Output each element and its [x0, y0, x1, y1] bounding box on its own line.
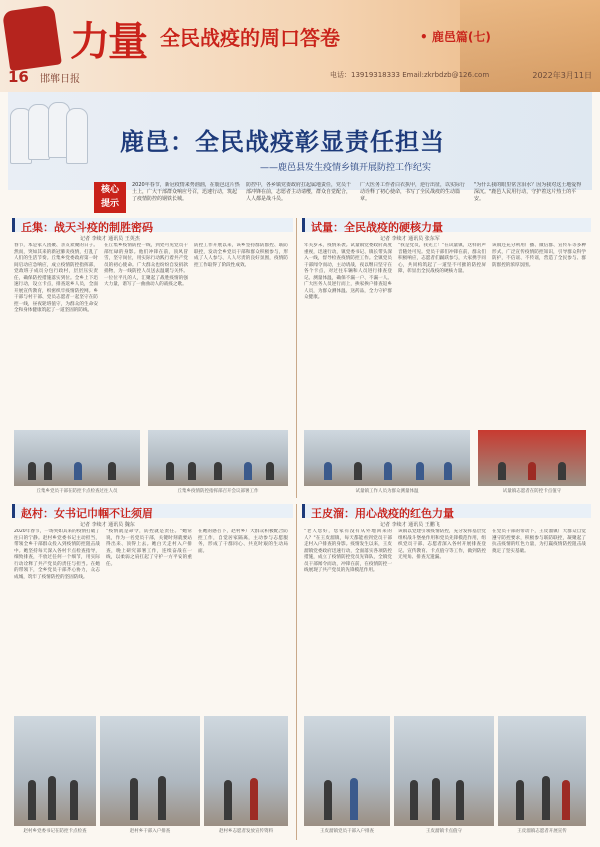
- tip-column: 防控中，各乡镇党委政府扛起属地责任，党员干部冲锋在前，志愿者主动请缨，群众自觉配合，人人都是战斗员。: [246, 182, 352, 202]
- article-text: 在党员干部的带动下，王皮溜镇广大群众自觉遵守防控要求，积极参与联防联控，凝聚起了抗击疫情的红色力量，为打赢疫情防控阻击战奠定了坚实基础。: [492, 529, 586, 554]
- fist-emblem: [2, 5, 62, 72]
- news-photo: [394, 716, 494, 826]
- issue-date: 2022年3月11日: [532, 71, 592, 80]
- photo-caption: 王皮溜镇志愿者开展宣传: [517, 829, 567, 834]
- news-photo: [148, 430, 288, 486]
- byline: 记者 李续才 通讯员 王英杰: [80, 236, 140, 242]
- news-photo: [304, 430, 470, 486]
- key-tip-text: [132, 182, 588, 216]
- header-subtitle: • 鹿邑篇(七): [420, 30, 491, 44]
- section-header-zhaocun: 赵村：女书记巾帼不让须眉: [12, 504, 293, 518]
- article-text: 该镇以党建引领疫情防控，充分发挥基层党组织战斗堡垒作用和党员先锋模范作用，组织党员干部、志愿者深入各村开展排查登记、宣传教育、卡点值守等工作，做到防控无死角、排查无遗漏。: [398, 529, 486, 560]
- paper-name: 邯郸日报: [40, 74, 80, 85]
- header-title: 全民战疫的周口答卷: [160, 26, 340, 50]
- byline: 记者 李续才 通讯员 王鹏飞: [380, 522, 440, 528]
- photo-caption: 试量镇工作人员为群众测量体温: [355, 489, 419, 494]
- header-big-character: 力量: [70, 18, 146, 65]
- key-tip-label: 核心 提示: [94, 182, 126, 213]
- article-text: 2020年春节，一场突如其来的疫情打破了往日的宁静。赵村乡党委书记主动担当，带领全乡干部群众投入到疫情防控阻击战中。她坚持每天深入各村卡点检查指导，细致排查，不放过任何一个细节，用实际行动诠释了共产党员的责任与担当。在她的带领下，全乡党员干部齐心协力，众志成城，筑牢了疫情防控的坚固防线。: [14, 529, 100, 580]
- news-photo: [478, 430, 586, 486]
- editor-contact: 电话：13919318333 Email:zkrbdzb@126.com: [330, 71, 490, 79]
- photo-caption: 丘集乡党员干部在防控卡点检查过往人员: [36, 489, 118, 494]
- article-text: "我是党员，我先上！"在试量镇，这样的声音随处可见。党员干部们冲锋在前，群众们积极响应，志愿者们踊跃参与，大家携手同心，共同构筑起了一道坚不可摧的防控屏障，彰显出全民战疫的硬核力量。: [398, 243, 486, 274]
- photo-caption: 丘集乡疫情防控指挥部召开会议部署工作: [177, 489, 259, 494]
- column-divider: [296, 218, 297, 498]
- article-text: "老人您好，您家有没有从外地回来的人？"在王皮溜镇，每天都能看到党员干部走村入户排查的身影。疫情发生以来，王皮溜镇党委政府迅速行动，全面落实各项防控措施，成立了疫情防控党员先锋队，全镇党员干部闻令而动，冲锋在前，在疫情防控一线展现了共产党员的先锋模范作用。: [304, 529, 392, 573]
- photo-caption: 试量镇志愿者在防控卡点值守: [502, 489, 562, 494]
- photo-caption: 赵村乡志愿者发放宣传资料: [219, 829, 273, 834]
- article-text: 防控工作开展以来，该乡坚持群防群控、联防联控，发动全乡党员干部和群众积极参与，形成了人人参与、人人尽责的良好氛围，疫情防控工作取得了阶段性成效。: [194, 243, 288, 268]
- news-photo: [14, 430, 140, 486]
- photo-caption: 王皮溜镇卡点值守: [426, 829, 462, 834]
- photo-caption: 赵村乡干部入户排查: [129, 829, 171, 834]
- hero-subtitle: ——鹿邑县发生疫情乡镇开展防控工作纪实: [260, 163, 432, 173]
- tip-column: 广大医务工作者白衣执甲，逆行出征，以实际行动诠释了初心使命，书写了全民战疫的生动篇章。: [360, 182, 466, 202]
- article-text: 春节，本是家人团聚、亲友欢聚的日子。然而，突如其来的新冠肺炎疫情，打乱了人们的生活节奏。丘集乡党委政府第一时间启动应急响应，成立疫情防控指挥部，党政班子成员分包行政村，层层压实责任，确保防控措施落实到位。全乡上下迅速行动，设立卡点，排查返乡人员，全面开展宣传教育，织密织牢疫情防控网。乡干部与村干部、党员志愿者一起坚守在防控一线，昼夜轮班值守，为群众的生命安全和身体健康筑起了一道坚固的防线。: [14, 243, 98, 313]
- news-photo: [14, 716, 96, 826]
- photo-caption: 赵村乡党委书记在防控卡点检查: [23, 829, 87, 834]
- medical-workers-illustration: [8, 100, 92, 178]
- news-photo: [304, 716, 390, 826]
- article-text: 年关岁末，疫情来袭。试量镇党委政府高度重视，迅速行动，镇党委书记、镇长带头深入一线，督导检查疫情防控工作。全镇党员干部闻令而动，主动请战，夜以继日坚守在各个卡点，对过往车辆和人员进行排查登记、测量体温，确保不漏一户、不漏一人。广大医务人员逆行而上，挨家挨户排查返乡人员，为群众测体温、送药品，全力守护群众健康。: [304, 243, 392, 300]
- article-text: 该镇还充分利用广播、微信群、宣传车等多种形式，广泛宣传疫情防控知识，引导群众科学防护，不信谣、不传谣，营造了全民参与、群防群控的浓厚氛围。: [492, 243, 586, 268]
- article-text: 在丘集乡疫情防控一线，到处可见党员干部忙碌的身影。他们冲锋在前，顶风冒雪，坚守岗位，用实际行动践行着共产党员的初心使命。广大群众也纷纷自发捐款捐物，为一线防控人员送去温暖与关怀。一位位平凡的人，汇聚起了战胜疫情的强大力量，谱写了一曲曲动人的战疫之歌。: [104, 243, 188, 287]
- news-photo: [498, 716, 586, 826]
- photo-caption: 王皮溜镇党员干部入户排查: [320, 829, 374, 834]
- byline: 记者 李续才 通讯员 魏东: [80, 522, 135, 528]
- news-photo: [100, 716, 200, 826]
- hero-title: 鹿邑：全民战疫彰显责任担当: [120, 127, 445, 156]
- tip-column: "为什么我的眼里常含泪水？因为我对这土地爱得深沉。"鹿邑人民用行动，守护着这片热土的平安。: [474, 182, 582, 202]
- article-text: "疫情就是命令，防控就是责任。"她常说，作为一名党员干部，关键时刻就要站得出来、顶得上去。她白天走村入户排查，晚上研究部署工作，连续奋战在一线，以柔弱之肩扛起了守护一方平安的重任。: [106, 529, 192, 567]
- page-number: 16: [8, 68, 29, 86]
- byline: 记者 李续才 通讯员 张东军: [380, 236, 440, 242]
- section-header-wangpiliu: 王皮溜：用心战疫的红色力量: [302, 504, 591, 518]
- tip-column: 2020年春节，新冠疫情来势汹汹，在鹿邑这片热土上，广大干部群众响应号召，迅速行动，筑起了疫情防控的钢铁长城。: [132, 182, 240, 202]
- section-header-shiliang: 试量：全民战疫的硬核力量: [302, 218, 591, 232]
- page-header: [0, 0, 600, 92]
- article-text: 在她的感召下，赵村乡广大群众积极配合防控工作，自觉居家隔离，主动参与志愿服务，形成了干群同心、共克时艰的生动局面。: [198, 529, 288, 554]
- column-divider: [296, 504, 297, 840]
- news-photo: [204, 716, 288, 826]
- section-header-qiuji: 丘集：战天斗疫的制胜密码: [12, 218, 293, 232]
